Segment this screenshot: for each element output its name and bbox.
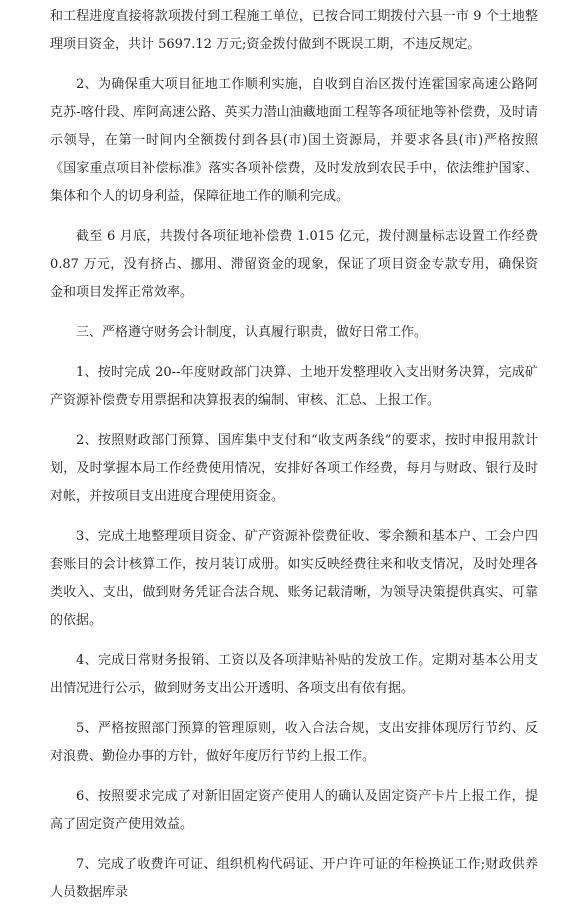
list-item-7: 7、完成了收费许可证、组织机构代码证、开户许可证的年检换证工作;财政供养人员数据库录 xyxy=(50,857,538,900)
list-item-1: 1、按时完成 20--年度财政部门决算、土地开发整理收入支出财务决算，完成矿产资源补偿费专用票据和决算报表的编制、审核、汇总、上报工作。 xyxy=(50,365,538,408)
paragraph-continued: 和工程进度直接将款项拨付到工程施工单位，已按合同工期拨付六县一市 9 个土地整理项目资金，共计 5697.12 万元;资金拨付做到不既误工期，不违反规定。 xyxy=(50,9,538,52)
list-item-4: 4、完成日常财务报销、工资以及各项津贴补贴的发放工作。定期对基本公用支出情况进行公示，做到财务支出公开透明、各项支出有依有据。 xyxy=(50,653,538,696)
list-item-2: 2、按照财政部门预算、国库集中支付和“收支两条线”的要求，按时申报用款计划，及时掌握本局工作经费使用情况，安排好各项工作经费，每月与财政、银行及时对帐，并按项目支出进度合理使用资金。 xyxy=(50,433,538,504)
list-item-3: 3、完成土地整理项目资金、矿产资源补偿费征收、零余额和基本户、工会户四套账目的会计核算工作，按月装订成册。如实反映经费往来和收支情况，及时处理各类收入、支出，做到财务凭证合法合规、账务记载清晰，为领导决策提供真实、可靠的依据。 xyxy=(50,529,538,628)
paragraph-land-compensation: 2、为确保重大项目征地工作顺利实施，自收到自治区拨付连霍国家高速公路阿克苏-喀什段、库阿高速公路、英买力潜山油藏地面工程等各项征地等补偿费，及时请示领导，在第一时间内全额拨付到各县(市)国土资源局，并要求各县(市)严格按照《国家重点项目补偿标准》落实各项补偿费，及时发放到农民手中，依法维护国家、集体和个人的切身利益，保障征地工作的顺利完成。 xyxy=(50,77,538,204)
paragraph-compensation-summary: 截至 6 月底，共拨付各项征地补偿费 1.015 亿元，拨付测量标志设置工作经费 0.87 万元，没有挤占、挪用、滞留资金的现象，保证了项目资金专款专用，确保资金和项目发挥正常效率。 xyxy=(50,229,538,300)
list-item-6: 6、按照要求完成了对新旧固定资产使用人的确认及固定资产卡片上报工作，提高了固定资产使用效益。 xyxy=(50,789,538,832)
list-item-5: 5、严格按照部门预算的管理原则，收入合法合规，支出安排体现厉行节约、反对浪费、勤俭办事的方针，做好年度厉行节约上报工作。 xyxy=(50,721,538,764)
section-heading-finance: 三、严格遵守财务会计制度，认真履行职责，做好日常工作。 xyxy=(76,325,428,340)
